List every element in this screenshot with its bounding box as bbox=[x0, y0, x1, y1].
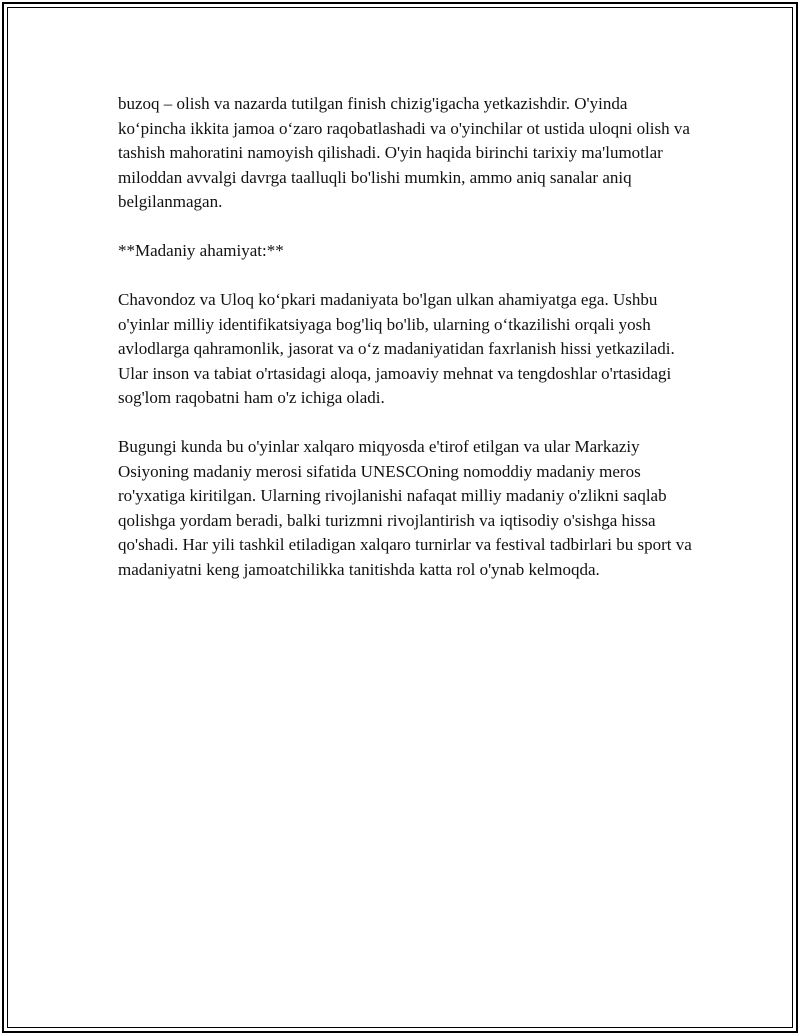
section-heading-madaniy-ahamiyat: **Madaniy ahamiyat:** bbox=[118, 241, 284, 260]
document-body bbox=[118, 92, 698, 607]
paragraph-intro-continuation: buzoq – olish va nazarda tutilgan finish chizig'igacha yetkazishdir. O'yinda ko‘pincha ikkita jamoa o‘zaro raqobatlashadi va o'yinchilar ot ustida uloqni olish va tashish mahoratini namoyish qilishadi. O'yin haqida birinchi tarixiy ma'lumotlar miloddan avvalgi davrga taalluqli bo'lishi mumkin, ammo aniq sanalar aniq belgilanmagan. bbox=[118, 94, 690, 211]
paragraph-international-recognition: Bugungi kunda bu o'yinlar xalqaro miqyosda e'tirof etilgan va ular Markaziy Osiyoning madaniy merosi sifatida UNESCOning nomoddiy madaniy meros ro'yxatiga kiritilgan. Ularning rivojlanishi nafaqat milliy madaniy o'zlikni saqlab qolishga yordam beradi, balki turizmni rivojlantirish va iqtisodiy o'sishga hissa qo'shadi. Har yili tashkil etiladigan xalqaro turnirlar va festival tadbirlari bu sport va madaniyatni keng jamoatchilikka tanitishda katta rol o'ynab kelmoqda. bbox=[118, 437, 692, 579]
paragraph-cultural-significance: Chavondoz va Uloq ko‘pkari madaniyata bo'lgan ulkan ahamiyatga ega. Ushbu o'yinlar milliy identifikatsiyaga bog'liq bo'lib, ularning o‘tkazilishi orqali yosh avlodlarga qahramonlik, jasorat va o‘z madaniyatidan faxrlanish hissi yetkaziladi. Ular inson va tabiat o'rtasidagi aloqa, jamoaviy mehnat va tengdoshlar o'rtasidagi sog'lom raqobatni ham o'z ichiga oladi. bbox=[118, 290, 675, 407]
